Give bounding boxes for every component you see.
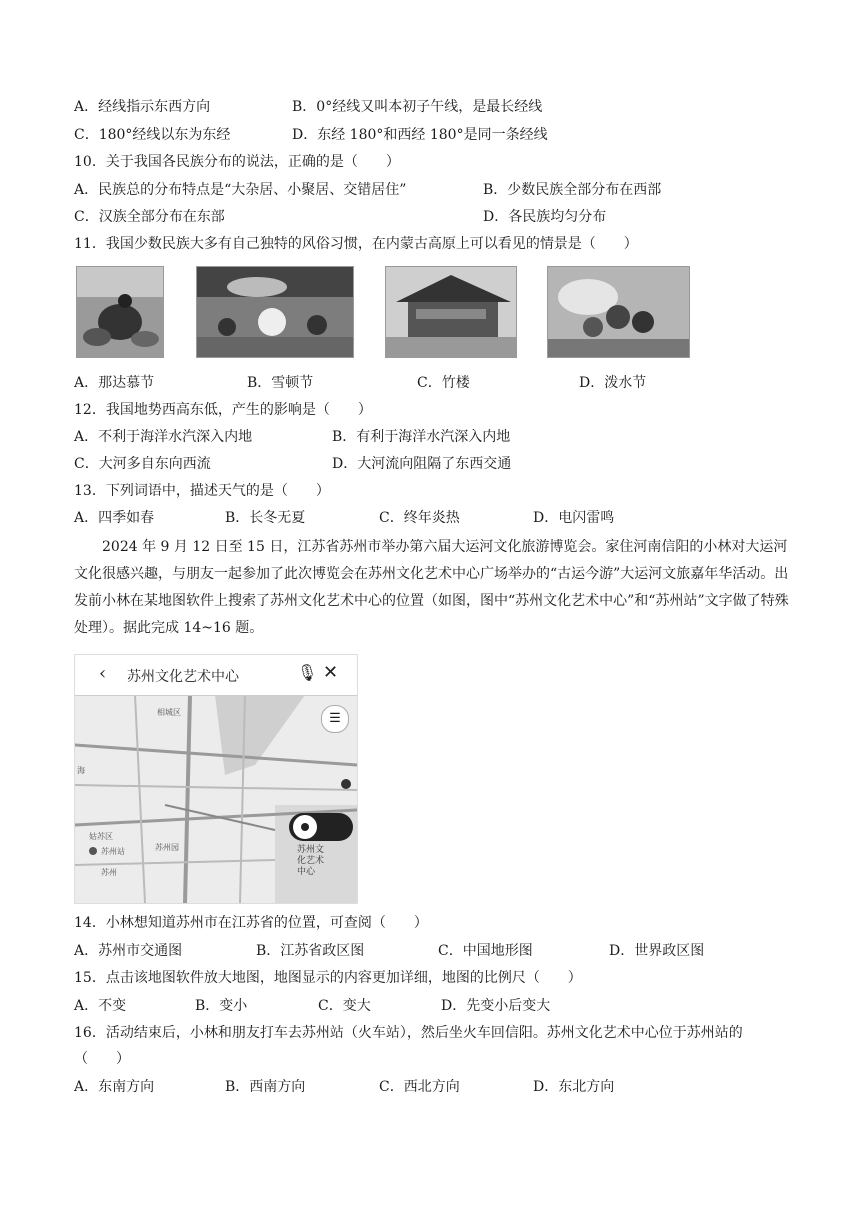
question-line: D．电闪雷鸣 xyxy=(533,510,615,526)
map-label-destination: 苏州文化艺术中心 xyxy=(297,845,325,877)
question-line: B．长冬无夏 xyxy=(225,510,306,526)
question-line: C．汉族全部分布在东部 xyxy=(74,209,225,225)
question-line: D．各民族均匀分布 xyxy=(483,209,607,225)
question-line: D．先变小后变大 xyxy=(441,998,551,1014)
question-line: C．中国地形图 xyxy=(438,943,533,959)
question-line: D．世界政区图 xyxy=(609,943,705,959)
question-line: A．民族总的分布特点是“大杂居、小聚居、交错居住” xyxy=(74,182,407,198)
question-line: A．四季如春 xyxy=(74,510,155,526)
question-line: C．变大 xyxy=(318,998,371,1014)
question-line: A．那达慕节 xyxy=(74,375,155,391)
question-line: C．西北方向 xyxy=(379,1079,460,1095)
question-line: A．不利于海洋水汽深入内地 xyxy=(74,429,253,445)
question-line: 10．关于我国各民族分布的说法，正确的是（ ） xyxy=(74,154,400,170)
question-line: （ ） xyxy=(74,1051,130,1067)
question-line: 12．我国地势西高东低，产生的影响是（ ） xyxy=(74,402,372,418)
question-line: C．终年炎热 xyxy=(379,510,460,526)
question-line: 13．下列词语中，描述天气的是（ ） xyxy=(74,483,330,499)
current-location-icon[interactable] xyxy=(289,813,353,841)
question-line: D．东北方向 xyxy=(533,1079,615,1095)
map-label-xiangcheng: 相城区 xyxy=(157,708,181,717)
question-line: 14．小林想知道苏州市在江苏省的位置，可查阅（ ） xyxy=(74,915,428,931)
question-line: 16．活动结束后，小林和朋友打车去苏州站（火车站），然后坐火车回信阳。苏州文化艺术中心位于苏州站的 xyxy=(74,1025,743,1041)
map-label-suzhou-yuan: 苏州园 xyxy=(155,843,179,852)
map-label-suzhou-station: 苏州站 xyxy=(101,847,125,856)
chevron-left-icon[interactable]: ‹ xyxy=(99,663,107,684)
question-line: B．雪顿节 xyxy=(247,375,314,391)
photo-bamboo-house xyxy=(385,266,517,358)
question-line: C．180°经线以东为东经 xyxy=(74,127,231,143)
reading-passage: 2024 年 9 月 12 日至 15 日，江苏省苏州市举办第六届大运河文化旅游博览会。家住河南信阳的小林对大运河文化很感兴趣，与朋友一起参加了此次博览会在苏州文化艺术中心广场举办的“古运今游”大运河文旅嘉年华活动。出发前小林在某地图软件上搜索了苏州文化艺术中心的位置（如图，图中“苏州文化艺术中心”和“苏州站”文字做了特殊处理）。据此完成 14~16 题。 xyxy=(74,539,789,636)
question-line: B．少数民族全部分布在西部 xyxy=(483,182,662,198)
microphone-icon[interactable]: 🎙 xyxy=(297,663,318,682)
question-line: A．不变 xyxy=(74,998,127,1014)
map-search-bar[interactable] xyxy=(75,655,357,696)
question-line: A．经线指示东西方向 xyxy=(74,99,211,115)
question-line: D．泼水节 xyxy=(579,375,647,391)
question-line: B．变小 xyxy=(195,998,248,1014)
map-search-title: 苏州文化艺术中心 xyxy=(127,669,239,685)
map-screenshot xyxy=(74,654,358,904)
question-line: B．有利于海洋水汽深入内地 xyxy=(332,429,511,445)
station-marker-icon xyxy=(89,847,97,855)
photo-naadam xyxy=(76,266,164,358)
question-line: B．西南方向 xyxy=(225,1079,306,1095)
photo-water-splashing xyxy=(547,266,690,358)
question-line: B．0°经线又叫本初子午线，是最长经线 xyxy=(292,99,543,115)
question-line: 11．我国少数民族大多有自己独特的风俗习惯，在内蒙古高原上可以看见的情景是（ ） xyxy=(74,236,638,252)
question-line: D．大河流向阻隔了东西交通 xyxy=(332,456,512,472)
location-marker-icon xyxy=(341,779,351,789)
map-label-suzhou: 苏州 xyxy=(101,868,117,877)
question-line: D．东经 180°和西经 180°是同一条经线 xyxy=(292,127,548,143)
close-icon[interactable]: ✕ xyxy=(323,662,339,683)
map-label-gusu: 姑苏区 xyxy=(89,832,113,841)
question-line: B．江苏省政区图 xyxy=(256,943,365,959)
question-line: A．东南方向 xyxy=(74,1079,155,1095)
question-line: A．苏州市交通图 xyxy=(74,943,183,959)
question-line: 15．点击该地图软件放大地图，地图显示的内容更加详细，地图的比例尺（ ） xyxy=(74,970,582,986)
photo-shoton xyxy=(196,266,354,358)
question-line: C．竹楼 xyxy=(417,375,470,391)
question-line: C．大河多自东向西流 xyxy=(74,456,211,472)
map-label-hai: 海 xyxy=(77,766,85,775)
layers-icon[interactable]: ☰ xyxy=(321,705,349,733)
